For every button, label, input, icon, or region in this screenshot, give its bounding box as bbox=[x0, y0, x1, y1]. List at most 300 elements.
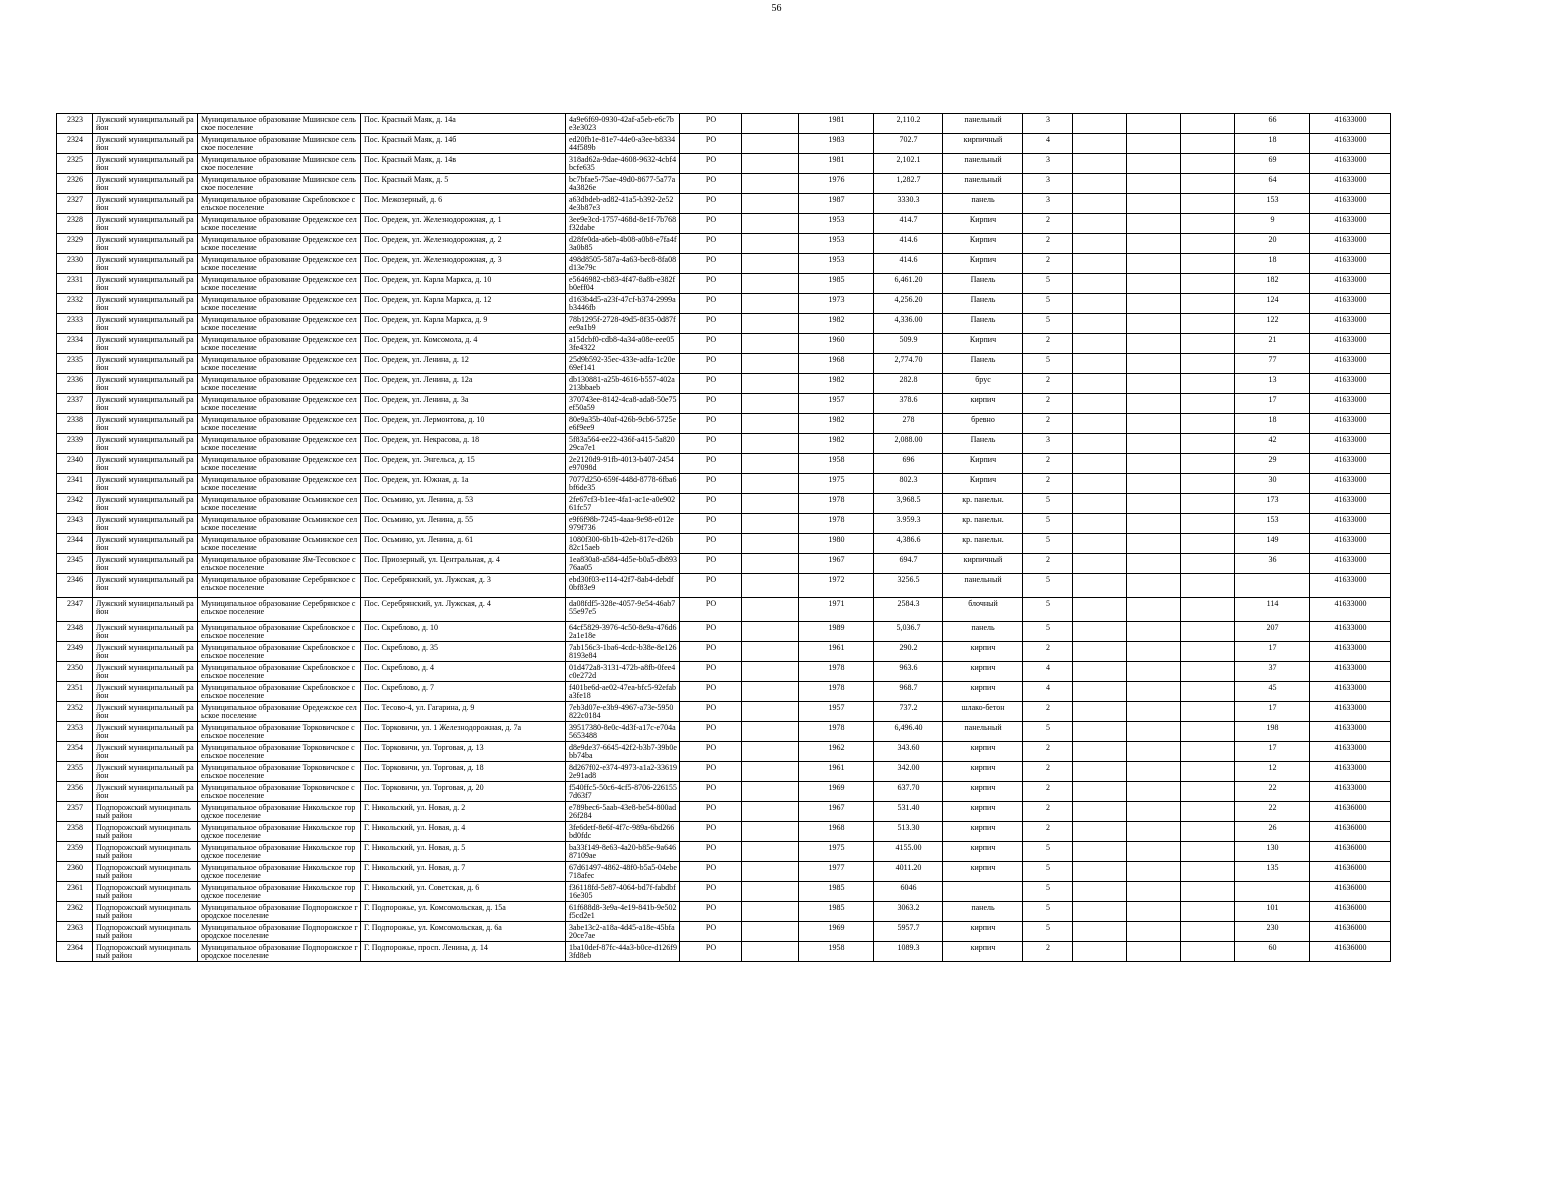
guid-cell: e5646982-cb83-4f47-8a8b-e382fb0eff04 bbox=[566, 274, 680, 294]
year-cell: 1978 bbox=[799, 662, 874, 682]
residents-cell: 37 bbox=[1235, 662, 1310, 682]
oktmo-cell: 41633000 bbox=[1310, 474, 1391, 494]
row-number-cell: 2336 bbox=[57, 374, 93, 394]
district-cell: Лужский муниципальный район bbox=[93, 334, 198, 354]
program-cell: РО bbox=[680, 702, 742, 722]
table-row bbox=[57, 234, 1391, 254]
empty-cell bbox=[1073, 882, 1127, 902]
empty-cell bbox=[1073, 194, 1127, 214]
empty-cell bbox=[1127, 682, 1181, 702]
table-row bbox=[57, 622, 1391, 642]
guid-cell: 2e2120d9-91fb-4013-b407-2454e97098d bbox=[566, 454, 680, 474]
wall-material-cell: панельный bbox=[943, 722, 1023, 742]
program-cell: РО bbox=[680, 722, 742, 742]
table-row bbox=[57, 454, 1391, 474]
floors-cell: 4 bbox=[1023, 682, 1073, 702]
wall-material-cell: Кирпич bbox=[943, 234, 1023, 254]
empty-cell bbox=[1127, 494, 1181, 514]
municipality-cell: Муниципальное образование Оредежское сельское поселение bbox=[198, 274, 361, 294]
district-cell: Подпорожский муниципальный район bbox=[93, 822, 198, 842]
wall-material-cell: кирпич bbox=[943, 642, 1023, 662]
empty-cell bbox=[1073, 554, 1127, 574]
empty-cell bbox=[1127, 274, 1181, 294]
table-row bbox=[57, 554, 1391, 574]
empty-cell bbox=[1073, 334, 1127, 354]
empty-cell bbox=[1127, 254, 1181, 274]
address-cell: Пос. Оредеж, ул. Лермонтова, д. 10 bbox=[361, 414, 566, 434]
oktmo-cell: 41633000 bbox=[1310, 234, 1391, 254]
area-cell: 3,968.5 bbox=[874, 494, 943, 514]
row-number-cell: 2340 bbox=[57, 454, 93, 474]
area-cell: 414.6 bbox=[874, 234, 943, 254]
district-cell: Подпорожский муниципальный район bbox=[93, 882, 198, 902]
program-cell: РО bbox=[680, 514, 742, 534]
empty-cell bbox=[1181, 922, 1235, 942]
empty-cell bbox=[1181, 574, 1235, 598]
empty-cell bbox=[1073, 574, 1127, 598]
year-cell: 1981 bbox=[799, 114, 874, 134]
area-cell: 6,461.20 bbox=[874, 274, 943, 294]
empty-cell bbox=[742, 822, 799, 842]
residents-cell: 22 bbox=[1235, 802, 1310, 822]
floors-cell: 4 bbox=[1023, 134, 1073, 154]
table-row bbox=[57, 154, 1391, 174]
row-number-cell: 2341 bbox=[57, 474, 93, 494]
wall-material-cell: панельный bbox=[943, 114, 1023, 134]
row-number-cell: 2345 bbox=[57, 554, 93, 574]
empty-cell bbox=[742, 554, 799, 574]
empty-cell bbox=[1181, 234, 1235, 254]
area-cell: 343.60 bbox=[874, 742, 943, 762]
program-cell: РО bbox=[680, 454, 742, 474]
program-cell: РО bbox=[680, 294, 742, 314]
floors-cell: 2 bbox=[1023, 454, 1073, 474]
area-cell: 342.00 bbox=[874, 762, 943, 782]
empty-cell bbox=[1181, 742, 1235, 762]
district-cell: Подпорожский муниципальный район bbox=[93, 862, 198, 882]
row-number-cell: 2357 bbox=[57, 802, 93, 822]
wall-material-cell: Кирпич bbox=[943, 474, 1023, 494]
empty-cell bbox=[742, 842, 799, 862]
address-cell: Пос. Красный Маяк, д. 5 bbox=[361, 174, 566, 194]
guid-cell: da08fdf5-328e-4057-9e54-46ab755e97e5 bbox=[566, 598, 680, 622]
empty-cell bbox=[1073, 454, 1127, 474]
residents-cell: 130 bbox=[1235, 842, 1310, 862]
empty-cell bbox=[742, 762, 799, 782]
empty-cell bbox=[1127, 294, 1181, 314]
guid-cell: 7077d250-659f-448d-8778-6fba6bf6de35 bbox=[566, 474, 680, 494]
oktmo-cell: 41633000 bbox=[1310, 354, 1391, 374]
municipality-cell: Муниципальное образование Мшинское сельское поселение bbox=[198, 134, 361, 154]
floors-cell: 2 bbox=[1023, 334, 1073, 354]
table-row bbox=[57, 294, 1391, 314]
empty-cell bbox=[1127, 514, 1181, 534]
empty-cell bbox=[1181, 154, 1235, 174]
empty-cell bbox=[1127, 354, 1181, 374]
year-cell: 1953 bbox=[799, 214, 874, 234]
guid-cell: ed20fb1e-81e7-44e0-a3ee-b833444f589b bbox=[566, 134, 680, 154]
empty-cell bbox=[1073, 782, 1127, 802]
guid-cell: 1ea830a8-a584-4d5e-b0a5-db89376aa05 bbox=[566, 554, 680, 574]
municipality-cell: Муниципальное образование Оредежское сельское поселение bbox=[198, 454, 361, 474]
empty-cell bbox=[1181, 174, 1235, 194]
municipality-cell: Муниципальное образование Мшинское сельское поселение bbox=[198, 114, 361, 134]
guid-cell: 1080f300-6b1b-42eb-817e-d26b82c15aeb bbox=[566, 534, 680, 554]
district-cell: Лужский муниципальный район bbox=[93, 642, 198, 662]
row-number-cell: 2342 bbox=[57, 494, 93, 514]
municipality-cell: Муниципальное образование Оредежское сельское поселение bbox=[198, 254, 361, 274]
municipality-cell: Муниципальное образование Скребловское сельское поселение bbox=[198, 642, 361, 662]
year-cell: 1967 bbox=[799, 802, 874, 822]
empty-cell bbox=[1127, 862, 1181, 882]
address-cell: Пос. Красный Маяк, д. 14а bbox=[361, 114, 566, 134]
table-row bbox=[57, 394, 1391, 414]
program-cell: РО bbox=[680, 334, 742, 354]
wall-material-cell: кирпич bbox=[943, 802, 1023, 822]
empty-cell bbox=[1181, 134, 1235, 154]
row-number-cell: 2334 bbox=[57, 334, 93, 354]
oktmo-cell: 41633000 bbox=[1310, 394, 1391, 414]
program-cell: РО bbox=[680, 314, 742, 334]
row-number-cell: 2338 bbox=[57, 414, 93, 434]
oktmo-cell: 41636000 bbox=[1310, 822, 1391, 842]
program-cell: РО bbox=[680, 554, 742, 574]
oktmo-cell: 41633000 bbox=[1310, 622, 1391, 642]
empty-cell bbox=[1181, 194, 1235, 214]
floors-cell: 2 bbox=[1023, 762, 1073, 782]
wall-material-cell: панель bbox=[943, 194, 1023, 214]
program-cell: РО bbox=[680, 802, 742, 822]
empty-cell bbox=[1181, 882, 1235, 902]
empty-cell bbox=[1127, 394, 1181, 414]
residents-cell: 17 bbox=[1235, 642, 1310, 662]
year-cell: 1985 bbox=[799, 902, 874, 922]
address-cell: Пос. Торковичи, ул. Торговая, д. 18 bbox=[361, 762, 566, 782]
row-number-cell: 2337 bbox=[57, 394, 93, 414]
empty-cell bbox=[1073, 702, 1127, 722]
guid-cell: ba33f149-8e63-4a20-b85e-9a64687109ae bbox=[566, 842, 680, 862]
row-number-cell: 2364 bbox=[57, 942, 93, 962]
oktmo-cell: 41633000 bbox=[1310, 434, 1391, 454]
address-cell: Пос. Оредеж, ул. Железнодорожная, д. 3 bbox=[361, 254, 566, 274]
oktmo-cell: 41633000 bbox=[1310, 374, 1391, 394]
guid-cell: 25d9b592-35ec-433e-adfa-1c20e69ef141 bbox=[566, 354, 680, 374]
municipality-cell: Муниципальное образование Оредежское сельское поселение bbox=[198, 434, 361, 454]
empty-cell bbox=[1073, 434, 1127, 454]
empty-cell bbox=[1181, 598, 1235, 622]
program-cell: РО bbox=[680, 154, 742, 174]
residents-cell: 207 bbox=[1235, 622, 1310, 642]
area-cell: 694.7 bbox=[874, 554, 943, 574]
guid-cell: e789bec6-5aab-43e8-be54-800ad26f284 bbox=[566, 802, 680, 822]
housing-registry-table bbox=[56, 113, 1391, 962]
empty-cell bbox=[1127, 662, 1181, 682]
residents-cell bbox=[1235, 574, 1310, 598]
row-number-cell: 2347 bbox=[57, 598, 93, 622]
year-cell: 1976 bbox=[799, 174, 874, 194]
area-cell: 4,336.00 bbox=[874, 314, 943, 334]
table-row bbox=[57, 802, 1391, 822]
address-cell: Г. Подпорожье, ул. Комсомольская, д. 15а bbox=[361, 902, 566, 922]
floors-cell: 5 bbox=[1023, 622, 1073, 642]
table-row bbox=[57, 762, 1391, 782]
address-cell: Пос. Скреблово, д. 4 bbox=[361, 662, 566, 682]
wall-material-cell: панель bbox=[943, 622, 1023, 642]
area-cell: 6,496.40 bbox=[874, 722, 943, 742]
wall-material-cell: кирпич bbox=[943, 762, 1023, 782]
district-cell: Лужский муниципальный район bbox=[93, 782, 198, 802]
district-cell: Лужский муниципальный район bbox=[93, 154, 198, 174]
guid-cell: 80e9a35b-40af-426b-9cb6-5725ee6f9ee9 bbox=[566, 414, 680, 434]
guid-cell: db130881-a25b-4616-b557-402a213bbaeb bbox=[566, 374, 680, 394]
year-cell: 1981 bbox=[799, 154, 874, 174]
district-cell: Лужский муниципальный район bbox=[93, 474, 198, 494]
year-cell: 1980 bbox=[799, 534, 874, 554]
empty-cell bbox=[742, 434, 799, 454]
municipality-cell: Муниципальное образование Скребловское сельское поселение bbox=[198, 682, 361, 702]
municipality-cell: Муниципальное образование Торковичское сельское поселение bbox=[198, 782, 361, 802]
empty-cell bbox=[1073, 354, 1127, 374]
area-cell: 1,282.7 bbox=[874, 174, 943, 194]
address-cell: Г. Никольский, ул. Новая, д. 4 bbox=[361, 822, 566, 842]
year-cell: 1987 bbox=[799, 194, 874, 214]
area-cell: 3063.2 bbox=[874, 902, 943, 922]
area-cell: 2,088.00 bbox=[874, 434, 943, 454]
area-cell: 531.40 bbox=[874, 802, 943, 822]
district-cell: Подпорожский муниципальный район bbox=[93, 842, 198, 862]
year-cell: 1971 bbox=[799, 598, 874, 622]
empty-cell bbox=[1181, 862, 1235, 882]
table-row bbox=[57, 882, 1391, 902]
empty-cell bbox=[1127, 414, 1181, 434]
district-cell: Лужский муниципальный район bbox=[93, 254, 198, 274]
row-number-cell: 2343 bbox=[57, 514, 93, 534]
municipality-cell: Муниципальное образование Оредежское сельское поселение bbox=[198, 474, 361, 494]
municipality-cell: Муниципальное образование Оредежское сельское поселение bbox=[198, 214, 361, 234]
district-cell: Лужский муниципальный район bbox=[93, 434, 198, 454]
address-cell: Г. Никольский, ул. Советская, д. 6 bbox=[361, 882, 566, 902]
table-row bbox=[57, 598, 1391, 622]
empty-cell bbox=[1127, 902, 1181, 922]
empty-cell bbox=[1181, 334, 1235, 354]
address-cell: Пос. Торковичи, ул. Торговая, д. 20 bbox=[361, 782, 566, 802]
municipality-cell: Муниципальное образование Скребловское сельское поселение bbox=[198, 194, 361, 214]
program-cell: РО bbox=[680, 922, 742, 942]
year-cell: 1982 bbox=[799, 434, 874, 454]
empty-cell bbox=[1181, 682, 1235, 702]
municipality-cell: Муниципальное образование Оредежское сельское поселение bbox=[198, 234, 361, 254]
oktmo-cell: 41633000 bbox=[1310, 174, 1391, 194]
empty-cell bbox=[1073, 254, 1127, 274]
address-cell: Г. Подпорожье, просп. Ленина, д. 14 bbox=[361, 942, 566, 962]
municipality-cell: Муниципальное образование Оредежское сельское поселение bbox=[198, 414, 361, 434]
oktmo-cell: 41636000 bbox=[1310, 922, 1391, 942]
address-cell: Пос. Приозерный, ул. Центральная, д. 4 bbox=[361, 554, 566, 574]
area-cell: 5957.7 bbox=[874, 922, 943, 942]
table-row bbox=[57, 254, 1391, 274]
empty-cell bbox=[1127, 942, 1181, 962]
address-cell: Г. Никольский, ул. Новая, д. 5 bbox=[361, 842, 566, 862]
empty-cell bbox=[1127, 822, 1181, 842]
empty-cell bbox=[1127, 374, 1181, 394]
program-cell: РО bbox=[680, 642, 742, 662]
address-cell: Пос. Оредеж, ул. Некрасова, д. 18 bbox=[361, 434, 566, 454]
empty-cell bbox=[1127, 114, 1181, 134]
oktmo-cell: 41633000 bbox=[1310, 662, 1391, 682]
address-cell: Пос. Оредеж, ул. Энгельса, д. 15 bbox=[361, 454, 566, 474]
address-cell: Пос. Скреблово, д. 35 bbox=[361, 642, 566, 662]
empty-cell bbox=[1073, 394, 1127, 414]
empty-cell bbox=[1127, 134, 1181, 154]
row-number-cell: 2363 bbox=[57, 922, 93, 942]
residents-cell: 26 bbox=[1235, 822, 1310, 842]
residents-cell: 66 bbox=[1235, 114, 1310, 134]
wall-material-cell: шлако-бетон bbox=[943, 702, 1023, 722]
table-row bbox=[57, 922, 1391, 942]
empty-cell bbox=[742, 134, 799, 154]
floors-cell: 5 bbox=[1023, 598, 1073, 622]
empty-cell bbox=[742, 214, 799, 234]
row-number-cell: 2326 bbox=[57, 174, 93, 194]
floors-cell: 2 bbox=[1023, 554, 1073, 574]
empty-cell bbox=[742, 454, 799, 474]
year-cell: 1957 bbox=[799, 702, 874, 722]
guid-cell: f540ffc5-50c6-4cf5-8706-2261557d63f7 bbox=[566, 782, 680, 802]
oktmo-cell: 41633000 bbox=[1310, 742, 1391, 762]
table-row bbox=[57, 434, 1391, 454]
address-cell: Пос. Оредеж, ул. Комсомола, д. 4 bbox=[361, 334, 566, 354]
table-row bbox=[57, 474, 1391, 494]
program-cell: РО bbox=[680, 942, 742, 962]
empty-cell bbox=[1073, 662, 1127, 682]
area-cell: 3330.3 bbox=[874, 194, 943, 214]
year-cell: 1982 bbox=[799, 314, 874, 334]
empty-cell bbox=[742, 642, 799, 662]
address-cell: Пос. Оредеж, ул. Ленина, д. 3а bbox=[361, 394, 566, 414]
floors-cell: 5 bbox=[1023, 314, 1073, 334]
year-cell: 1978 bbox=[799, 514, 874, 534]
row-number-cell: 2331 bbox=[57, 274, 93, 294]
area-cell: 5,036.7 bbox=[874, 622, 943, 642]
empty-cell bbox=[1073, 902, 1127, 922]
row-number-cell: 2328 bbox=[57, 214, 93, 234]
district-cell: Лужский муниципальный район bbox=[93, 274, 198, 294]
empty-cell bbox=[1127, 474, 1181, 494]
district-cell: Лужский муниципальный район bbox=[93, 554, 198, 574]
empty-cell bbox=[1127, 314, 1181, 334]
guid-cell: 64cf5829-3976-4c50-8e9a-476d62a1e18e bbox=[566, 622, 680, 642]
empty-cell bbox=[742, 394, 799, 414]
guid-cell: d28fe0da-a6eb-4b08-a0b8-e7fa4f3a0b85 bbox=[566, 234, 680, 254]
empty-cell bbox=[742, 494, 799, 514]
program-cell: РО bbox=[680, 274, 742, 294]
empty-cell bbox=[1127, 722, 1181, 742]
area-cell: 290.2 bbox=[874, 642, 943, 662]
guid-cell: bc7bfae5-75ae-49d0-8677-5a77a4a3826e bbox=[566, 174, 680, 194]
area-cell: 696 bbox=[874, 454, 943, 474]
empty-cell bbox=[1127, 802, 1181, 822]
residents-cell: 29 bbox=[1235, 454, 1310, 474]
empty-cell bbox=[1073, 862, 1127, 882]
district-cell: Лужский муниципальный район bbox=[93, 662, 198, 682]
floors-cell: 5 bbox=[1023, 722, 1073, 742]
year-cell: 1961 bbox=[799, 642, 874, 662]
table-row bbox=[57, 354, 1391, 374]
municipality-cell: Муниципальное образование Серебрянское сельское поселение bbox=[198, 598, 361, 622]
oktmo-cell: 41633000 bbox=[1310, 702, 1391, 722]
oktmo-cell: 41633000 bbox=[1310, 154, 1391, 174]
residents-cell: 124 bbox=[1235, 294, 1310, 314]
empty-cell bbox=[1181, 474, 1235, 494]
table-row bbox=[57, 642, 1391, 662]
oktmo-cell: 41636000 bbox=[1310, 902, 1391, 922]
oktmo-cell: 41636000 bbox=[1310, 942, 1391, 962]
municipality-cell: Муниципальное образование Ям-Тесовское сельское поселение bbox=[198, 554, 361, 574]
empty-cell bbox=[1073, 534, 1127, 554]
guid-cell: 39517380-8e0c-4d3f-a17c-e704a5653488 bbox=[566, 722, 680, 742]
empty-cell bbox=[742, 862, 799, 882]
table-row bbox=[57, 214, 1391, 234]
program-cell: РО bbox=[680, 862, 742, 882]
municipality-cell: Муниципальное образование Никольское городское поселение bbox=[198, 882, 361, 902]
oktmo-cell: 41633000 bbox=[1310, 134, 1391, 154]
residents-cell: 77 bbox=[1235, 354, 1310, 374]
district-cell: Лужский муниципальный район bbox=[93, 534, 198, 554]
wall-material-cell: кирпич bbox=[943, 662, 1023, 682]
empty-cell bbox=[1073, 622, 1127, 642]
empty-cell bbox=[742, 354, 799, 374]
empty-cell bbox=[1073, 294, 1127, 314]
wall-material-cell: Кирпич bbox=[943, 214, 1023, 234]
floors-cell: 2 bbox=[1023, 822, 1073, 842]
empty-cell bbox=[1127, 454, 1181, 474]
wall-material-cell: кирпичный bbox=[943, 554, 1023, 574]
empty-cell bbox=[1073, 414, 1127, 434]
program-cell: РО bbox=[680, 882, 742, 902]
district-cell: Лужский муниципальный район bbox=[93, 722, 198, 742]
row-number-cell: 2349 bbox=[57, 642, 93, 662]
year-cell: 1985 bbox=[799, 882, 874, 902]
empty-cell bbox=[1127, 214, 1181, 234]
empty-cell bbox=[1127, 154, 1181, 174]
year-cell: 1975 bbox=[799, 474, 874, 494]
municipality-cell: Муниципальное образование Оредежское сельское поселение bbox=[198, 314, 361, 334]
year-cell: 1989 bbox=[799, 622, 874, 642]
empty-cell bbox=[742, 662, 799, 682]
empty-cell bbox=[1073, 514, 1127, 534]
guid-cell: 370743ee-8142-4ca8-ada8-50e75ef50a59 bbox=[566, 394, 680, 414]
row-number-cell: 2352 bbox=[57, 702, 93, 722]
residents-cell: 135 bbox=[1235, 862, 1310, 882]
empty-cell bbox=[1181, 414, 1235, 434]
year-cell: 1972 bbox=[799, 574, 874, 598]
table-row bbox=[57, 114, 1391, 134]
wall-material-cell: кирпич bbox=[943, 394, 1023, 414]
area-cell: 278 bbox=[874, 414, 943, 434]
area-cell: 2584.3 bbox=[874, 598, 943, 622]
row-number-cell: 2335 bbox=[57, 354, 93, 374]
empty-cell bbox=[1127, 534, 1181, 554]
empty-cell bbox=[1181, 762, 1235, 782]
floors-cell: 2 bbox=[1023, 254, 1073, 274]
oktmo-cell: 41633000 bbox=[1310, 414, 1391, 434]
area-cell: 414.6 bbox=[874, 254, 943, 274]
district-cell: Подпорожский муниципальный район bbox=[93, 802, 198, 822]
empty-cell bbox=[1073, 494, 1127, 514]
program-cell: РО bbox=[680, 902, 742, 922]
wall-material-cell: кр. панельн. bbox=[943, 514, 1023, 534]
address-cell: Пос. Торковичи, ул. 1 Железнодорожная, д. 7а bbox=[361, 722, 566, 742]
